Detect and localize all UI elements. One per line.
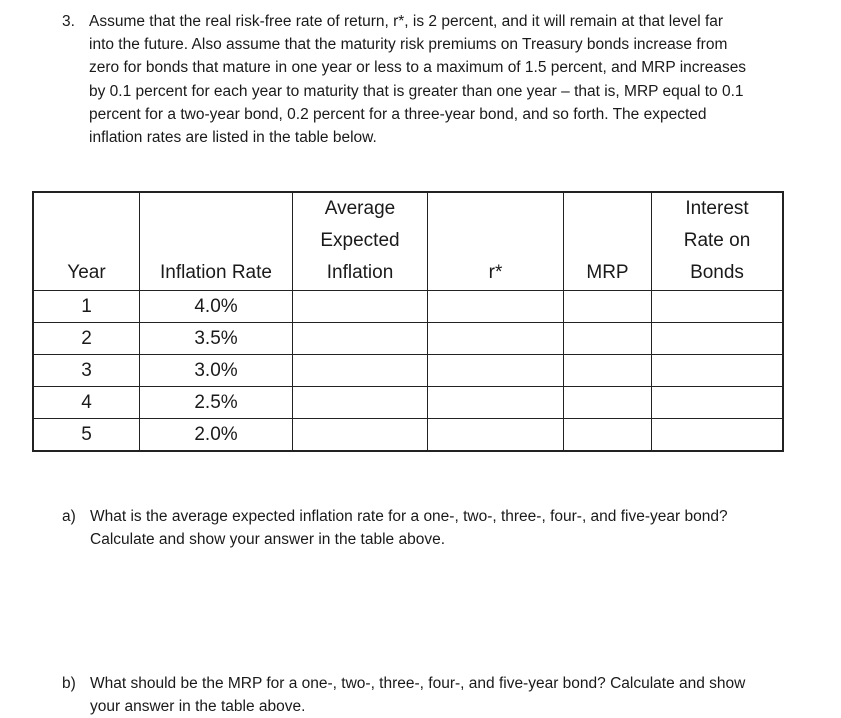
table-header-row (33, 192, 783, 291)
question-text (89, 10, 802, 149)
part-b-line: What should be the MRP for a one-, two-, three-, four-, and five-year bond? Calculate and show (90, 675, 746, 692)
part-a (62, 505, 802, 551)
cell-interest-rate[interactable] (652, 291, 784, 323)
part-b-label: b) (62, 675, 76, 692)
inflation-table (32, 191, 784, 452)
cell-interest-rate[interactable] (652, 355, 784, 387)
cell-inflation: 3.5% (140, 323, 293, 355)
header-interest-rate-on-bonds: Interest Rate on Bonds (652, 192, 784, 291)
cell-average-expected-inflation[interactable] (293, 419, 428, 452)
cell-interest-rate[interactable] (652, 387, 784, 419)
cell-r-star[interactable] (428, 291, 564, 323)
cell-interest-rate[interactable] (652, 323, 784, 355)
cell-average-expected-inflation[interactable] (293, 355, 428, 387)
cell-mrp[interactable] (564, 355, 652, 387)
cell-year: 1 (33, 291, 140, 323)
header-average-expected-inflation: Average Expected Inflation (293, 192, 428, 291)
table-row (33, 419, 783, 452)
cell-average-expected-inflation[interactable] (293, 291, 428, 323)
cell-inflation: 2.0% (140, 419, 293, 452)
part-a-line: What is the average expected inflation rate for a one-, two-, three-, four-, and five-year bond? (90, 508, 728, 525)
question-line: by 0.1 percent for each year to maturity that is greater than one year – that is, MRP equal to 0.1 (89, 82, 744, 100)
cell-inflation: 4.0% (140, 291, 293, 323)
cell-year: 4 (33, 387, 140, 419)
cell-year: 5 (33, 419, 140, 452)
question-3 (62, 10, 802, 149)
part-a-label: a) (62, 508, 76, 525)
part-b-line: your answer in the table above. (90, 698, 306, 716)
cell-year: 3 (33, 355, 140, 387)
cell-r-star[interactable] (428, 419, 564, 452)
cell-r-star[interactable] (428, 355, 564, 387)
question-line: zero for bonds that mature in one year or less to a maximum of 1.5 percent, and MRP increases (89, 59, 747, 77)
cell-mrp[interactable] (564, 323, 652, 355)
cell-year: 2 (33, 323, 140, 355)
part-b-text (90, 672, 802, 718)
cell-mrp[interactable] (564, 419, 652, 452)
header-year: Year (33, 192, 140, 291)
cell-inflation: 3.0% (140, 355, 293, 387)
table-row (33, 355, 783, 387)
header-inflation-rate: Inflation Rate (140, 192, 293, 291)
table-row (33, 291, 783, 323)
cell-r-star[interactable] (428, 323, 564, 355)
cell-inflation: 2.5% (140, 387, 293, 419)
cell-mrp[interactable] (564, 291, 652, 323)
question-line: Assume that the real risk-free rate of return, r*, is 2 percent, and it will remain at that level far (89, 13, 724, 30)
part-a-text (90, 505, 802, 551)
table-row (33, 387, 783, 419)
question-line: percent for a two-year bond, 0.2 percent for a three-year bond, and so forth. The expected (89, 105, 707, 123)
cell-r-star[interactable] (428, 387, 564, 419)
cell-average-expected-inflation[interactable] (293, 387, 428, 419)
cell-interest-rate[interactable] (652, 419, 784, 452)
cell-average-expected-inflation[interactable] (293, 323, 428, 355)
part-a-line: Calculate and show your answer in the table above. (90, 531, 445, 549)
header-r-star: r* (428, 192, 564, 291)
header-mrp: MRP (564, 192, 652, 291)
question-line: inflation rates are listed in the table below. (89, 129, 377, 147)
question-number: 3. (62, 13, 75, 30)
part-b (62, 672, 802, 718)
question-line: into the future. Also assume that the maturity risk premiums on Treasury bonds increase from (89, 36, 728, 54)
cell-mrp[interactable] (564, 387, 652, 419)
table-row (33, 323, 783, 355)
